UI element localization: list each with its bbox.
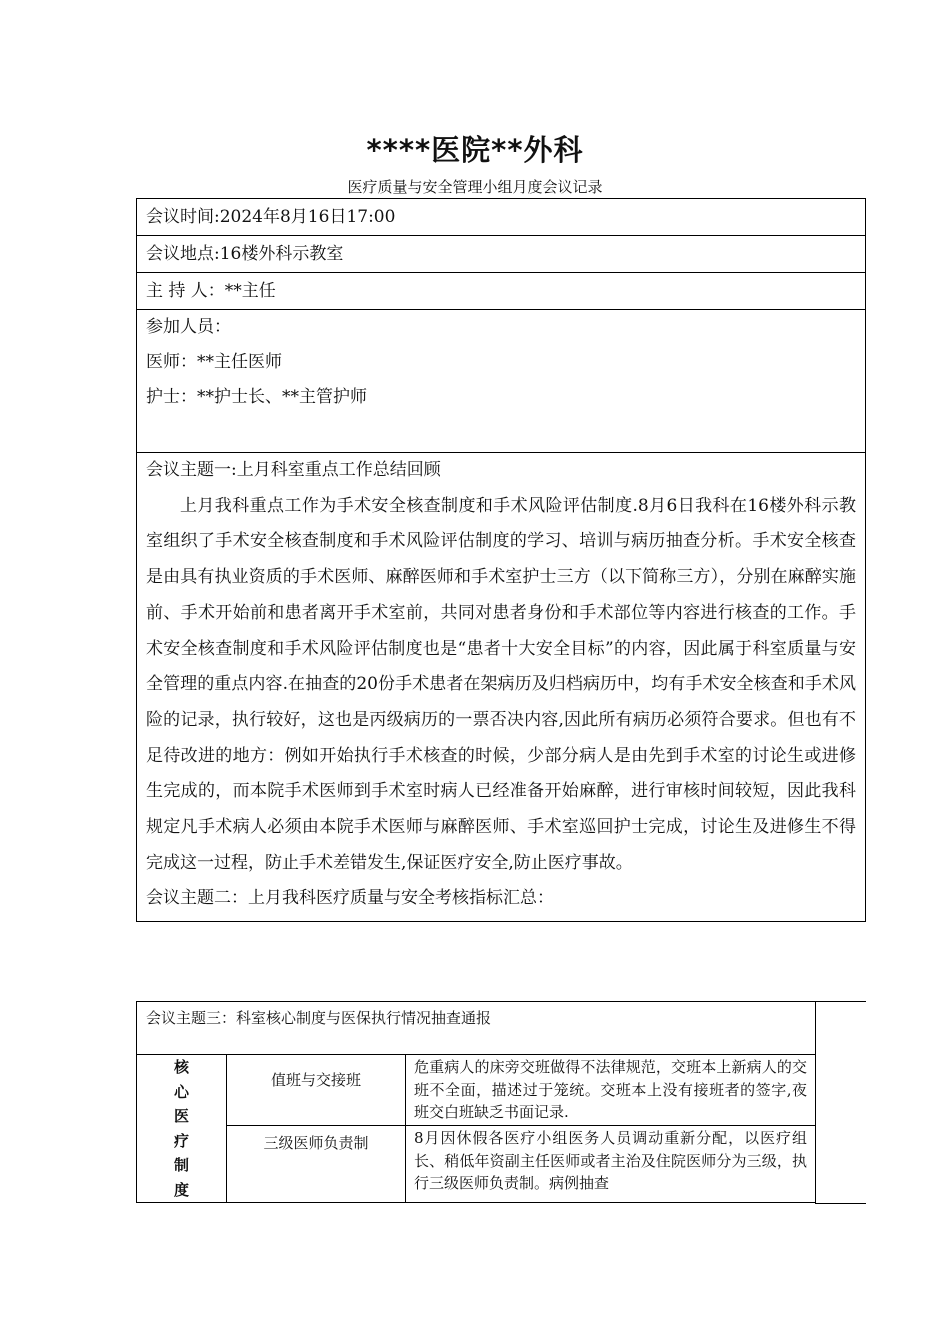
core-system-label [137,1055,227,1203]
topic1-title: 会议主题一:上月科室重点工作总结回顾 [146,460,441,480]
topics-cell [137,453,866,922]
side-char: 心 [173,1082,189,1101]
attendees-nurses: 护士：**护士长、**主管护师 [146,387,367,407]
core-item-shift-handover: 值班与交接班 [227,1055,406,1126]
attendees-cell [137,310,866,453]
table-border-line [815,1001,866,1002]
meeting-host: 主 持 人：**主任 [137,273,866,310]
meeting-time: 会议时间:2024年8月16日17:00 [137,199,866,236]
table-border-line [815,1203,866,1204]
topic3-title: 会议主题三：科室核心制度与医保执行情况抽查通报 [137,1002,816,1055]
core-detail-three-level [406,1126,816,1203]
meeting-info-table [136,198,866,922]
side-char: 度 [173,1180,189,1199]
core-detail-text: 8月因休假各医疗小组医务人员调动重新分配，以医疗组长、稍低年资副主任医师或者主治及住院医师分为三级，执行三级医师负责制。病例抽查 [414,1129,808,1193]
core-item-three-level: 三级医师负责制 [227,1126,406,1203]
side-char: 医 [173,1107,189,1125]
side-char: 核 [173,1058,189,1076]
attendees-physicians: 医师：**主任医师 [146,352,282,372]
side-char: 制 [173,1156,189,1174]
core-detail-text: 危重病人的床旁交班做得不法律规范，交班本上新病人的交班不全面，描述过于笼统。交班本上没有接班者的签字,夜班交白班缺乏书面记录. [414,1058,808,1121]
core-detail-shift-handover [406,1055,816,1126]
record-subtitle: 医疗质量与安全管理小组月度会议记录 [347,178,603,196]
topic1-body: 上月我科重点工作为手术安全核查制度和手术风险评估制度.8月6日我科在16楼外科示教室组织了手术安全核查制度和手术风险评估制度的学习、培训与病历抽查分析。手术安全核查是由具有执业资质的手术医师、麻醉医师和手术室护士三方（以下简称三方），分别在麻醉实施前、手术开始前和患者离开手术室前，共同对患者身份和手术部位等内容进行核查的工作。手术安全核查制度和手术风险评估制度也是“患者十大安全目标”的内容，因此属于科室质量与安全管理的重点内容.在抽查的20份手术患者在架病历及归档病历中，均有手术安全核查和手术风险的记录，执行较好，这也是丙级病历的一票否决内容,因此所有病历必须符合要求。但也有不足待改进的地方：例如开始执行手术核查的时候，少部分病人是由先到手术室的讨论生或进修生完成的，而本院手术医师到手术室时病人已经准备开始麻醉，进行审核时间较短，因此我科规定凡手术病人必须由本院手术医师与麻醉医师、手术室巡回护士完成，讨论生及进修生不得完成这一过程，防止手术差错发生,保证医疗安全,防止医疗事故。 [146,495,856,873]
side-char: 疗 [173,1131,189,1150]
meeting-location: 会议地点:16楼外科示教室 [137,236,866,273]
topic2-title: 会议主题二：上月我科医疗质量与安全考核指标汇总： [146,888,554,909]
core-system-table [136,1001,816,1203]
hospital-title: ****医院**外科 [366,133,584,167]
attendees-label: 参加人员： [146,317,231,337]
